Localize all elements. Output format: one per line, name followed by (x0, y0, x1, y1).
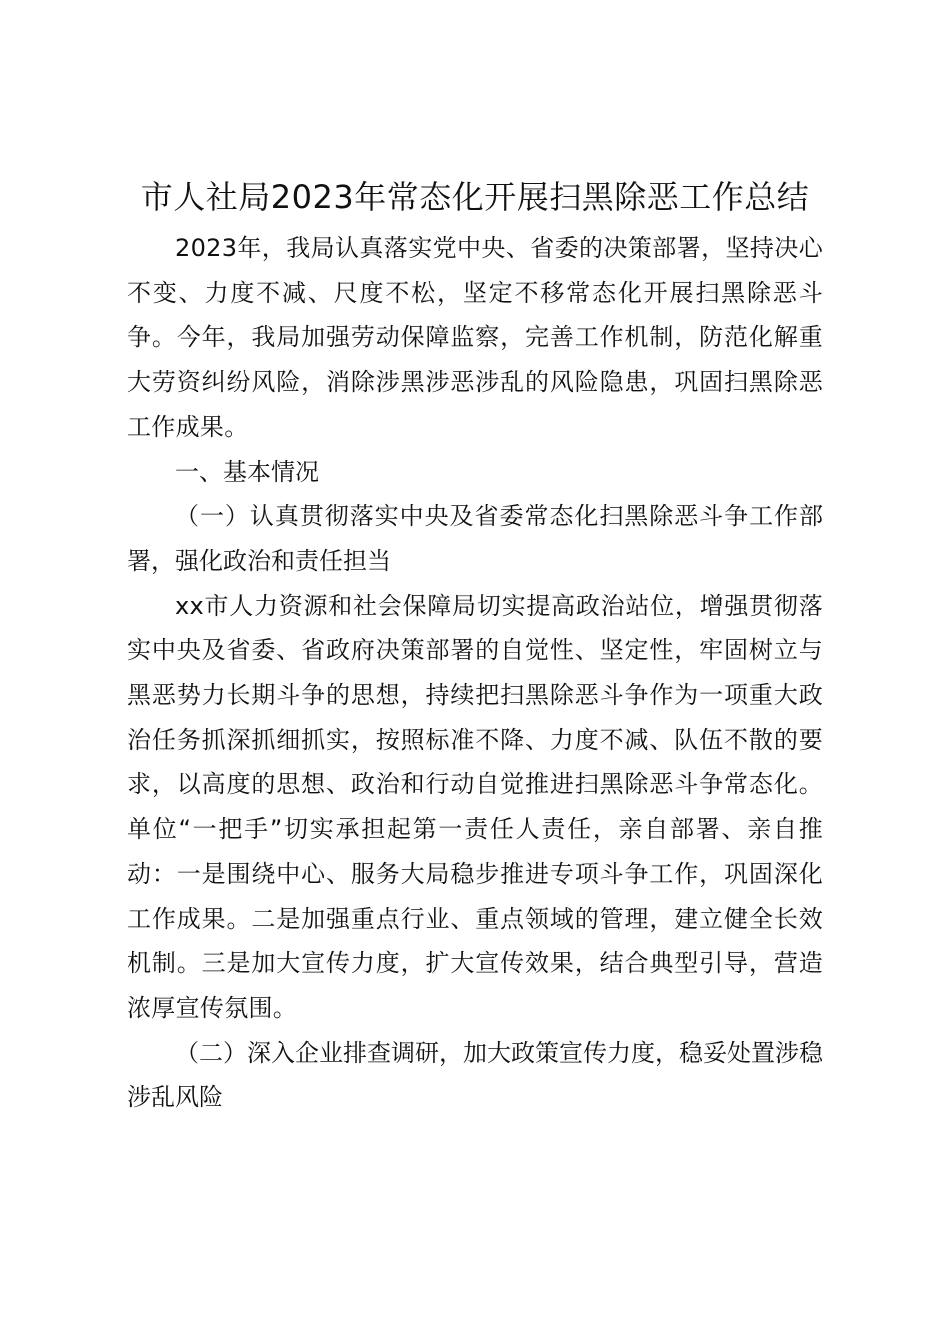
subsection-heading-2: （二）深入企业排查调研，加大政策宣传力度，稳妥处置涉稳涉乱风险 (127, 1038, 823, 1112)
document-title: 市人社局2023年常态化开展扫黑除恶工作总结 (140, 178, 810, 216)
document-body (127, 172, 823, 1120)
section-heading-basic-situation: 一、基本情况 (175, 457, 319, 486)
intro-paragraph: 2023年，我局认真落实党中央、省委的决策部署，坚持决心不变、力度不减、尺度不松，坚定不移常态化开展扫黑除恶斗争。今年，我局加强劳动保障监察，完善工作机制，防范化解重大劳资纠纷风险，消除涉黑涉恶涉乱的风险隐患，巩固扫黑除恶工作成果。 (127, 234, 823, 441)
subsection-heading-1: （一）认真贯彻落实中央及省委常态化扫黑除恶斗争工作部署，强化政治和责任担当 (127, 502, 823, 575)
subsection-1-paragraph: xx市人力资源和社会保障局切实提高政治站位，增强贯彻落实中央及省委、省政府决策部署的自觉性、坚定性，牢固树立与黑恶势力长期斗争的思想，持续把扫黑除恶斗争作为一项重大政治任务抓深抓细抓实，按照标准不降、力度不减、队伍不散的要求，以高度的思想、政治和行动自觉推进扫黑除恶斗争常态化。单位“一把手”切实承担起第一责任人责任，亲自部署、亲自推动：一是围绕中心、服务大局稳步推进专项斗争工作，巩固深化工作成果。二是加强重点行业、重点领域的管理，建立健全长效机制。三是加大宣传力度，扩大宣传效果，结合典型引导，营造浓厚宣传氛围。 (127, 591, 823, 1022)
